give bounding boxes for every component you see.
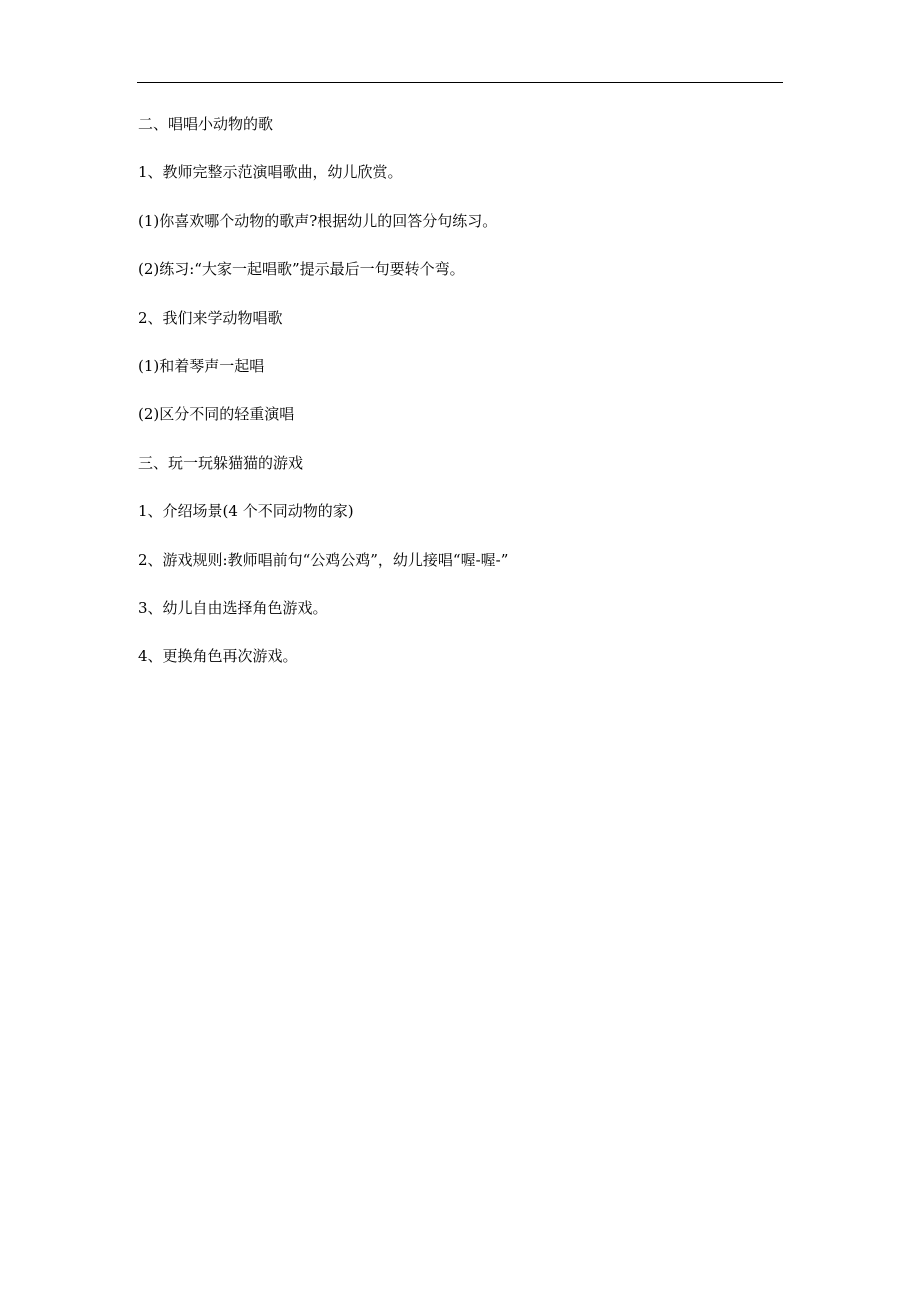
step-line: 3、幼儿自由选择角色游戏。 [138, 598, 328, 617]
section-heading-2: 二、唱唱小动物的歌 [138, 115, 274, 133]
header-rule [137, 82, 783, 83]
document-body [138, 112, 778, 693]
substep-line: (1)和着琴声一起唱 [138, 356, 265, 375]
substep-line: (1)你喜欢哪个动物的歌声?根据幼儿的回答分句练习。 [138, 211, 498, 230]
step-line: 2、我们来学动物唱歌 [138, 308, 283, 327]
section-heading-3: 三、玩一玩躲猫猫的游戏 [138, 453, 304, 472]
step-line: 4、更换角色再次游戏。 [138, 647, 298, 666]
step-line: 1、介绍场景(4 个不同动物的家) [138, 502, 354, 521]
step-line: 1、教师完整示范演唱歌曲，幼儿欣赏。 [138, 163, 403, 182]
step-line: 2、游戏规则:教师唱前句“公鸡公鸡”，幼儿接唱“喔-喔-” [138, 550, 509, 569]
substep-line: (2)练习:“大家一起唱歌”提示最后一句要转个弯。 [138, 260, 465, 279]
substep-line: (2)区分不同的轻重演唱 [138, 405, 295, 424]
